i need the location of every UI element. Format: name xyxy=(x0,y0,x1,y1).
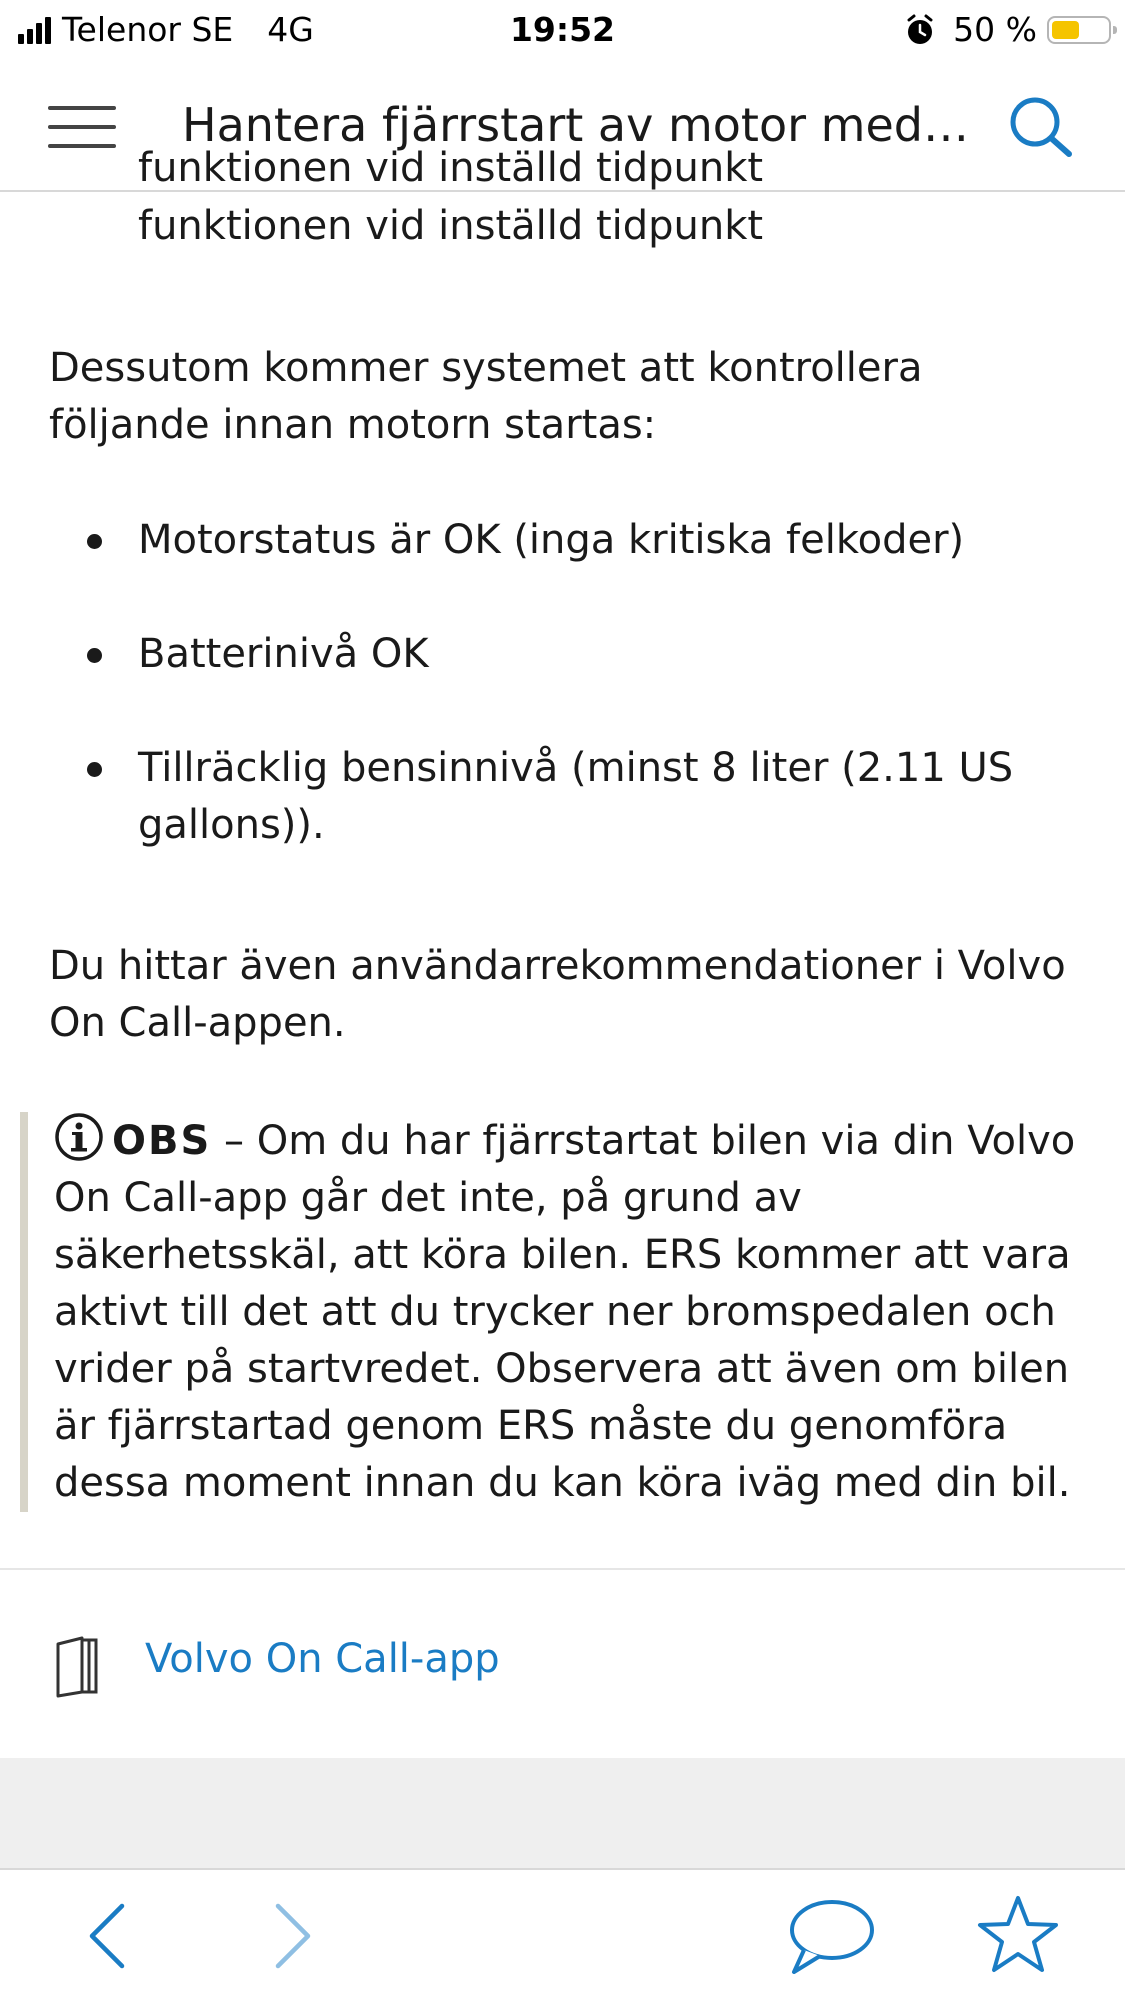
bullet-item-engine-status: Motorstatus är OK (inga kritiska felkoder) xyxy=(138,517,965,563)
page-title: Hantera fjärrstart av motor med… xyxy=(182,98,969,152)
cutoff-text-line: funktionen vid inställd tidpunkt xyxy=(138,145,764,191)
paragraph-user-recommendations: Du hittar även användarrekommendationer i Volvo On Call-appen. xyxy=(49,943,1066,1046)
status-bar xyxy=(0,0,1125,62)
star-icon[interactable] xyxy=(976,1894,1060,1974)
hamburger-menu-icon[interactable] xyxy=(48,106,116,148)
related-link-label[interactable]: Volvo On Call-app xyxy=(145,1636,500,1682)
info-icon xyxy=(54,1112,104,1162)
note-body: Om du har fjärrstartat bilen via din Volvo On Call-app går det inte, på grund av säkerhetsskäl, att köra bilen. ERS kommer att vara aktivt till det att du trycker ner bromspedalen och vrider på startvredet. Observera att även om bilen är fjärrstartad genom ERS måste du genomföra dessa moment innan du kan köra iväg med din bil. xyxy=(54,1118,1076,1506)
status-right xyxy=(905,10,1111,49)
alarm-clock-icon xyxy=(905,14,935,46)
footer-spacer xyxy=(0,1758,1125,1868)
bullet-marker xyxy=(87,648,102,663)
related-topic-link[interactable] xyxy=(0,1592,1125,1742)
chevron-right-icon[interactable] xyxy=(268,1900,318,1972)
status-time: 19:52 xyxy=(509,10,616,49)
bullet-marker xyxy=(87,534,102,549)
bullet-item-fuel-level: Tillräcklig bensinnivå (minst 8 liter (2.11 US gallons)). xyxy=(138,745,1014,848)
article-content xyxy=(0,145,1125,1832)
note-box xyxy=(20,1112,1080,1512)
note-text-block xyxy=(54,1112,1080,1512)
note-dash: – xyxy=(224,1118,245,1164)
battery-percent: 50 % xyxy=(953,10,1037,49)
battery-icon xyxy=(1047,16,1111,44)
carrier-name: Telenor SE xyxy=(62,10,234,49)
bullet-item-battery-level: Batterinivå OK xyxy=(138,631,429,677)
bottom-toolbar xyxy=(0,1868,1125,2003)
section-divider xyxy=(0,1568,1125,1570)
bullet-marker xyxy=(87,762,102,777)
bullet-continuation: funktionen vid inställd tidpunkt xyxy=(138,203,764,249)
paragraph-check-intro: Dessutom kommer systemet att kontrollera följande innan motorn startas: xyxy=(49,345,923,448)
battery-level xyxy=(1052,21,1079,39)
network-type: 4G xyxy=(267,10,314,49)
speech-bubble-icon[interactable] xyxy=(786,1896,876,1976)
note-label: OBS xyxy=(112,1118,212,1164)
book-icon xyxy=(52,1636,102,1698)
chevron-left-icon[interactable] xyxy=(82,1900,132,1972)
